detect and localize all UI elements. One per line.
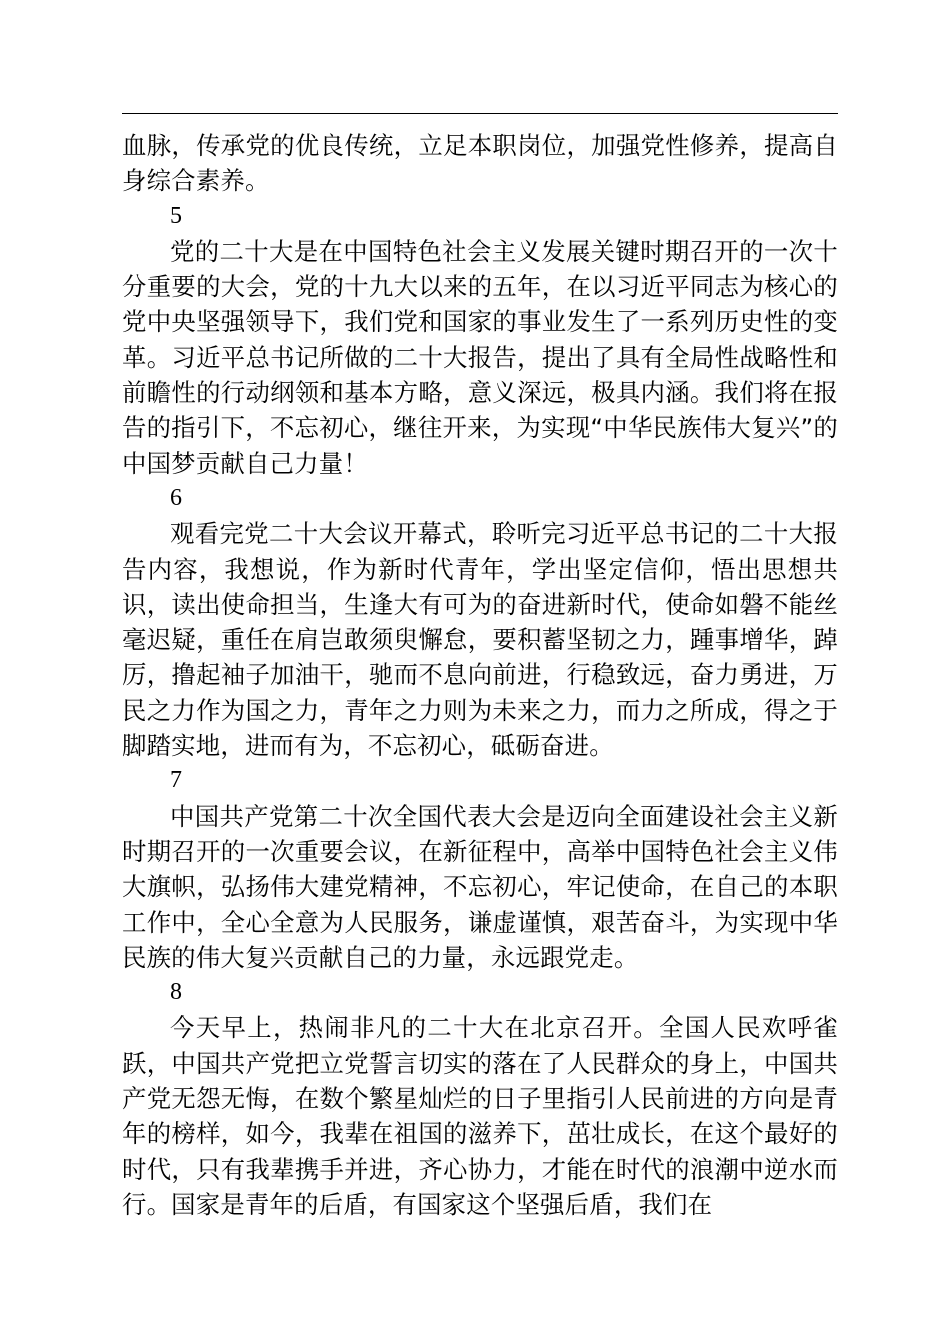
item-number-7: 7 — [170, 767, 182, 794]
paragraph-6: 观看完党二十大会议开幕式，聆听完习近平总书记的二十大报告内容，我想说，作为新时代青年，学出坚定信仰，悟出思想共识，读出使命担当，生逢大有可为的奋进新时代，使命如磐不能丝毫迟疑，重任在肩岂敢须臾懈怠，要积蓄坚韧之力，踵事增华，踔厉，撸起袖子加油干，驰而不息向前进，行稳致远，奋力勇进，万民之力作为国之力，青年之力则为未来之力，而力之所成，得之于脚踏实地，进而有为，不忘初心，砥砺奋进。 — [122, 519, 838, 761]
paragraph-7: 中国共产党第二十次全国代表大会是迈向全面建设社会主义新时期召开的一次重要会议，在新征程中，高举中国特色社会主义伟大旗帜，弘扬伟大建党精神，不忘初心，牢记使命，在自己的本职工作中，全心全意为人民服务，谦虚谨慎，艰苦奋斗，为实现中华民族的伟大复兴贡献自己的力量，永远跟党走。 — [122, 801, 838, 972]
paragraph-5: 党的二十大是在中国特色社会主义发展关键时期召开的一次十分重要的大会，党的十九大以来的五年，在以习近平同志为核心的党中央坚强领导下，我们党和国家的事业发生了一系列历史性的变革。习近平总书记所做的二十大报告，提出了具有全局性战略性和前瞻性的行动纲领和基本方略，意义深远，极具内涵。我们将在报告的指引下，不忘初心，继往开来，为实现“中华民族伟大复兴”的中国梦贡献自己力量！ — [122, 236, 838, 478]
item-number-5: 5 — [170, 202, 182, 229]
item-number-6: 6 — [170, 484, 182, 511]
paragraph-8: 今天早上，热闹非凡的二十大在北京召开。全国人民欢呼雀跃，中国共产党把立党誓言切实的落在了人民群众的身上，中国共产党无怨无悔，在数个繁星灿烂的日子里指引人民前进的方向是青年的榜样，如今，我辈在祖国的滋养下，茁壮成长，在这个最好的时代，只有我辈携手并进，齐心协力，才能在时代的浪潮中逆水而行。国家是青年的后盾，有国家这个坚强后盾，我们在 — [122, 1013, 838, 1219]
item-number-8: 8 — [170, 979, 182, 1006]
header-rule — [122, 113, 838, 114]
document-body — [122, 128, 838, 1222]
paragraph-continued: 血脉，传承党的优良传统，立足本职岗位，加强党性修养，提高自身综合素养。 — [122, 131, 838, 196]
